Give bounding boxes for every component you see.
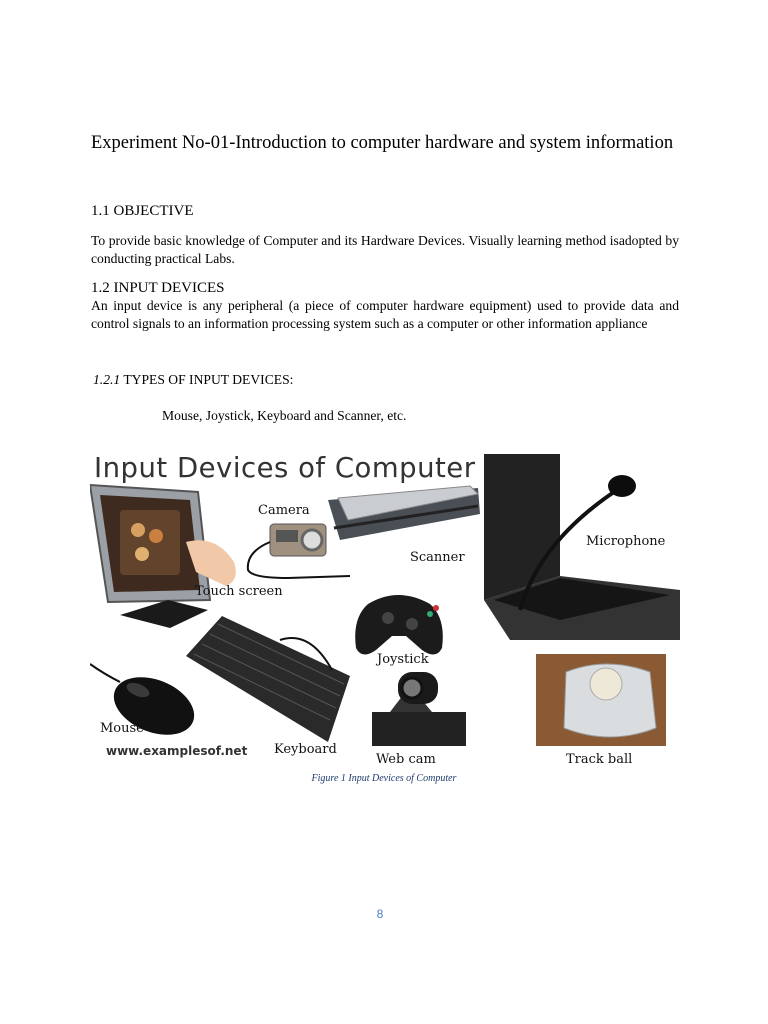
input-devices-heading: 1.2 INPUT DEVICES bbox=[91, 280, 225, 296]
types-heading-text: TYPES OF INPUT DEVICES: bbox=[123, 372, 294, 387]
figure-source-url: www.examplesof.net bbox=[106, 744, 248, 758]
camera-label: Camera bbox=[258, 503, 310, 518]
camera-image bbox=[248, 524, 350, 578]
trackball-image bbox=[536, 654, 666, 746]
mouse-label: Mouse bbox=[100, 721, 144, 736]
figure-illustration bbox=[90, 450, 682, 770]
webcam-image bbox=[372, 672, 466, 746]
objective-heading: 1.1 OBJECTIVE bbox=[91, 203, 194, 219]
page-title: Experiment No-01-Introduction to computer hardware and system information bbox=[91, 133, 674, 153]
touch-screen-label: Touch screen bbox=[195, 584, 283, 599]
input-devices-paragraph: An input device is any peripheral (a piece of computer hardware equipment) used to provide data and control signals to an information processing system such as a computer or other information appliance bbox=[91, 298, 679, 331]
objective-paragraph: To provide basic knowledge of Computer and its Hardware Devices. Visually learning method isadopted by conducting practical Labs. bbox=[91, 233, 679, 266]
figure-heading: Input Devices of Computer bbox=[94, 452, 476, 484]
keyboard-image bbox=[186, 616, 350, 742]
page-number: 8 bbox=[376, 907, 384, 921]
microphone-label: Microphone bbox=[586, 534, 666, 549]
joystick-label: Joystick bbox=[377, 652, 429, 667]
keyboard-label: Keyboard bbox=[274, 742, 337, 757]
scanner-image bbox=[328, 486, 480, 540]
track-ball-label: Track ball bbox=[566, 752, 633, 767]
web-cam-label: Web cam bbox=[376, 752, 436, 767]
touch-screen-image bbox=[90, 485, 236, 628]
figure-caption: Figure 1 Input Devices of Computer bbox=[311, 773, 457, 784]
types-section-number: 1.2.1 bbox=[93, 372, 121, 387]
scanner-label: Scanner bbox=[410, 550, 465, 565]
input-devices-figure bbox=[90, 450, 682, 770]
joystick-image bbox=[355, 595, 443, 655]
types-heading bbox=[93, 372, 293, 388]
types-list: Mouse, Joystick, Keyboard and Scanner, etc. bbox=[162, 408, 407, 423]
